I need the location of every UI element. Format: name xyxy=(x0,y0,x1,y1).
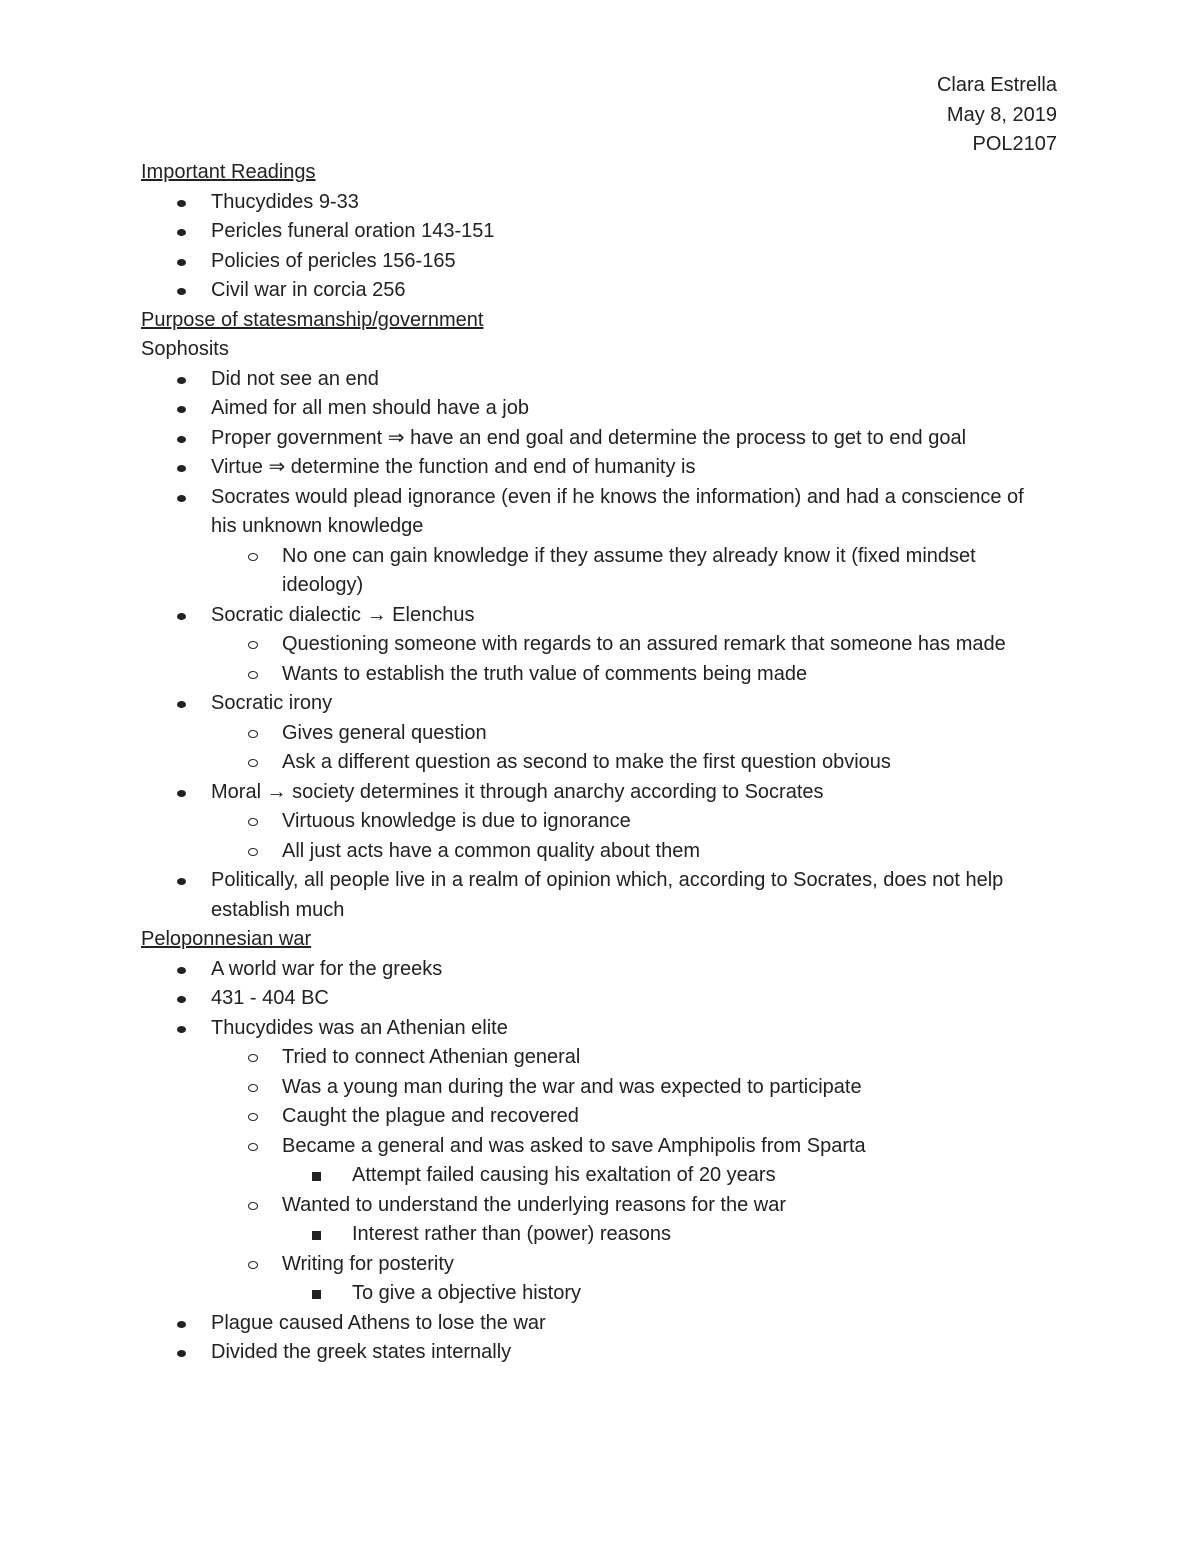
list-item-text: Was a young man during the war and was expected to participate xyxy=(282,1075,862,1098)
section-heading-text: Purpose of statesmanship/government xyxy=(141,308,484,331)
list-item-text: Wanted to understand the underlying reasons for the war xyxy=(282,1193,787,1216)
subheading-text: Sophosits xyxy=(141,338,229,360)
list-item-text: Attempt failed causing his exaltation of 20 years xyxy=(352,1164,776,1186)
hollow-bullet-icon xyxy=(248,641,258,649)
list-item-text: Proper government ⇒ have an end goal and determine the process to get to end goal xyxy=(211,426,967,449)
hollow-bullet-icon xyxy=(248,848,258,856)
list-item xyxy=(141,719,1041,749)
list-item xyxy=(141,217,1041,247)
list-item xyxy=(141,483,1041,542)
list-item-text: Aimed for all men should have a job xyxy=(211,397,529,419)
bullet-icon xyxy=(177,377,186,384)
list-item-text: Divided the greek states internally xyxy=(211,1341,512,1363)
list-item-text: Plague caused Athens to lose the war xyxy=(211,1311,546,1334)
list-item xyxy=(141,984,1041,1014)
list-item-text: Gives general question xyxy=(282,721,487,744)
list-item xyxy=(141,1073,1041,1103)
bullet-icon xyxy=(177,996,186,1003)
list-item xyxy=(141,1191,1041,1221)
bullet-icon xyxy=(177,495,186,502)
list-item xyxy=(141,1132,1041,1162)
bullet-icon xyxy=(177,406,186,413)
list-item-text: 431 - 404 BC xyxy=(211,987,329,1009)
bullet-icon xyxy=(177,1350,186,1357)
list-item-text: A world war for the greeks xyxy=(211,957,443,980)
list-item-text: Tried to connect Athenian general xyxy=(282,1046,581,1068)
list-item xyxy=(141,1043,1041,1073)
list-item-text: Caught the plague and recovered xyxy=(282,1105,579,1127)
hollow-bullet-icon xyxy=(248,1113,258,1121)
list-item xyxy=(141,778,1041,808)
list-item xyxy=(141,1338,1041,1368)
list-item-text: Questioning someone with regards to an assured remark that someone has made xyxy=(282,633,1006,655)
list-item-text: Thucydides was an Athenian elite xyxy=(211,1016,508,1039)
list-item xyxy=(141,188,1041,218)
list-item xyxy=(141,1220,1041,1250)
list-item-text: Ask a different question as second to make the first question obvious xyxy=(282,751,891,773)
list-item-text: Policies of pericles 156-165 xyxy=(211,249,456,272)
list-item xyxy=(141,1279,1041,1309)
list-item-text: Became a general and was asked to save Amphipolis from Sparta xyxy=(282,1134,866,1157)
list-item xyxy=(141,542,1041,601)
bullet-icon xyxy=(177,790,186,797)
list-item xyxy=(141,689,1041,719)
section-heading xyxy=(141,158,1041,188)
bullet-icon xyxy=(177,613,186,620)
bullet-icon xyxy=(177,465,186,472)
square-bullet-icon xyxy=(312,1172,321,1181)
list-item-text: Thucydides 9-33 xyxy=(211,190,359,213)
notes-body xyxy=(141,158,1041,1368)
list-item-text: Socratic dialectic → Elenchus xyxy=(211,603,475,626)
list-item xyxy=(141,837,1041,867)
hollow-bullet-icon xyxy=(248,1143,258,1151)
list-item-text: All just acts have a common quality about them xyxy=(282,839,700,862)
document-date: May 8, 2019 xyxy=(946,103,1057,126)
square-bullet-icon xyxy=(312,1290,321,1299)
list-item xyxy=(141,247,1041,277)
list-item-text: Wants to establish the truth value of comments being made xyxy=(282,662,808,685)
list-item-text: Did not see an end xyxy=(211,367,379,390)
list-item xyxy=(141,748,1041,778)
bullet-icon xyxy=(177,288,186,295)
author-name: Clara Estrella xyxy=(936,74,1057,96)
course-code: POL2107 xyxy=(972,133,1057,155)
list-item-text: Pericles funeral oration 143-151 xyxy=(211,220,495,242)
hollow-bullet-icon xyxy=(248,818,258,826)
square-bullet-icon xyxy=(312,1231,321,1240)
bullet-icon xyxy=(177,229,186,236)
hollow-bullet-icon xyxy=(248,1084,258,1092)
list-item-text: Virtue ⇒ determine the function and end of humanity is xyxy=(211,456,696,478)
list-item-text: No one can gain knowledge if they assume they already know it (fixed mindset ideology) xyxy=(282,544,976,596)
document-header xyxy=(937,71,1057,160)
list-item xyxy=(141,1102,1041,1132)
list-item xyxy=(141,660,1041,690)
list-item-text: Socrates would plead ignorance (even if he knows the information) and had a conscience of his unknown knowledge xyxy=(211,485,1024,537)
bullet-icon xyxy=(177,878,186,885)
list-item xyxy=(141,955,1041,985)
list-item xyxy=(141,1014,1041,1044)
list-item xyxy=(141,1161,1041,1191)
section-heading xyxy=(141,925,1041,955)
list-item-text: Socratic irony xyxy=(211,692,333,714)
hollow-bullet-icon xyxy=(248,671,258,679)
list-item-text: Moral → society determines it through anarchy according to Socrates xyxy=(211,780,824,803)
hollow-bullet-icon xyxy=(248,759,258,767)
bullet-icon xyxy=(177,436,186,443)
list-item xyxy=(141,807,1041,837)
hollow-bullet-icon xyxy=(248,1261,258,1269)
bullet-icon xyxy=(177,967,186,974)
list-item-text: Politically, all people live in a realm of opinion which, according to Socrates, does not help establish much xyxy=(211,869,1004,921)
bullet-icon xyxy=(177,701,186,708)
list-item xyxy=(141,453,1041,483)
list-item xyxy=(141,630,1041,660)
section-heading-text: Important Readings xyxy=(141,161,316,183)
list-item-text: Interest rather than (power) reasons xyxy=(352,1223,672,1245)
list-item xyxy=(141,394,1041,424)
list-item-text: Civil war in corcia 256 xyxy=(211,279,406,301)
list-item xyxy=(141,1309,1041,1339)
bullet-icon xyxy=(177,1321,186,1328)
bullet-icon xyxy=(177,200,186,207)
list-item xyxy=(141,365,1041,395)
section-heading xyxy=(141,306,1041,336)
list-item xyxy=(141,601,1041,631)
list-item xyxy=(141,424,1041,454)
hollow-bullet-icon xyxy=(248,553,258,561)
hollow-bullet-icon xyxy=(248,1202,258,1210)
list-item-text: Writing for posterity xyxy=(282,1252,454,1275)
list-item-text: To give a objective history xyxy=(352,1282,582,1304)
list-item xyxy=(141,276,1041,306)
hollow-bullet-icon xyxy=(248,730,258,738)
list-item-text: Virtuous knowledge is due to ignorance xyxy=(282,810,631,832)
bullet-icon xyxy=(177,1026,186,1033)
section-heading-text: Peloponnesian war xyxy=(141,928,312,950)
hollow-bullet-icon xyxy=(248,1054,258,1062)
bullet-icon xyxy=(177,259,186,266)
list-item xyxy=(141,1250,1041,1280)
list-item xyxy=(141,866,1041,925)
